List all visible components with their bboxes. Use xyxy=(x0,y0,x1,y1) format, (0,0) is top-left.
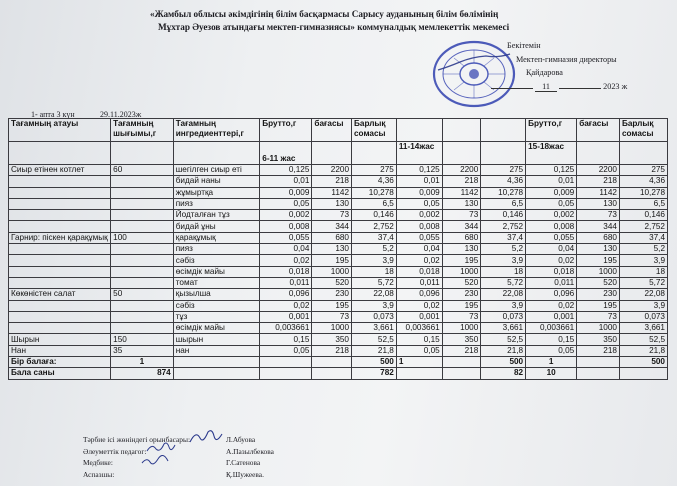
kids-count-3: 10 xyxy=(526,368,577,379)
table-row xyxy=(9,323,668,334)
approval-day xyxy=(491,88,533,89)
cell-dish xyxy=(9,266,111,277)
cell-g1: 0,003661 xyxy=(260,323,312,334)
cell-p2: 1000 xyxy=(442,323,481,334)
cell-ing: Йодталған тұз xyxy=(173,210,260,221)
header-ingredients: Тағамның ингредиенттері,г xyxy=(173,119,260,142)
cell-g1: 0,018 xyxy=(260,266,312,277)
cell-p1: 1000 xyxy=(312,266,352,277)
table-row xyxy=(9,244,668,255)
cell-p2: 1000 xyxy=(442,266,481,277)
cell-t3: 3,9 xyxy=(619,300,667,311)
cell-p3: 130 xyxy=(577,244,620,255)
age-group-2: 11-14жас xyxy=(396,142,442,165)
cell-ing: шегілген сиыр еті xyxy=(173,165,260,176)
cell-t2: 4,36 xyxy=(481,176,526,187)
cell-dish: Сиыр етінен котлет xyxy=(9,165,111,176)
approval-year: 2023 ж xyxy=(603,82,628,91)
signature-role-cook: Аспазшы: xyxy=(83,470,115,479)
cell-portion xyxy=(111,221,174,232)
cell-t3: 5,2 xyxy=(619,244,667,255)
cell-t2: 5,2 xyxy=(481,244,526,255)
cell-t1: 22,08 xyxy=(352,289,397,300)
cell-g3: 0,002 xyxy=(526,210,577,221)
cell-dish xyxy=(9,198,111,209)
cell-t3: 3,661 xyxy=(619,323,667,334)
cell-p1: 2200 xyxy=(312,165,352,176)
cell-t2: 0,073 xyxy=(481,311,526,322)
cell-p3: 73 xyxy=(577,210,620,221)
cell-portion xyxy=(111,198,174,209)
cell-p2: 218 xyxy=(442,176,481,187)
cell-t3: 0,073 xyxy=(619,311,667,322)
cell-ing: қарақұмық xyxy=(173,232,260,243)
handwritten-signature-1 xyxy=(188,428,224,446)
cell-p2: 1142 xyxy=(442,187,481,198)
cell-g2: 0,04 xyxy=(396,244,442,255)
table-row xyxy=(9,266,668,277)
cell-dish xyxy=(9,187,111,198)
kids-count-row xyxy=(9,368,668,379)
cell-g1: 0,01 xyxy=(260,176,312,187)
approval-month: 11 xyxy=(535,82,557,92)
cell-p1: 350 xyxy=(312,334,352,345)
cell-p3: 2200 xyxy=(577,165,620,176)
table-row xyxy=(9,232,668,243)
cell-t1: 4,36 xyxy=(352,176,397,187)
cell-t3: 18 xyxy=(619,266,667,277)
cell-ing: сәбіз xyxy=(173,255,260,266)
cell-portion xyxy=(111,187,174,198)
cell-g1: 0,02 xyxy=(260,300,312,311)
per-child-count-2: 1 xyxy=(396,357,442,368)
cell-t3: 21,8 xyxy=(619,345,667,356)
cell-g2: 0,001 xyxy=(396,311,442,322)
cell-g2: 0,15 xyxy=(396,334,442,345)
cell-g1: 0,125 xyxy=(260,165,312,176)
cell-t1: 10,278 xyxy=(352,187,397,198)
header-line-1: «Жамбыл облысы әкімдігінің білім басқармасы Сарысу ауданының білім бөлімінің xyxy=(150,9,499,19)
cell-p3: 195 xyxy=(577,255,620,266)
cell-t1: 3,9 xyxy=(352,300,397,311)
cell-t3: 0,146 xyxy=(619,210,667,221)
cell-t1: 275 xyxy=(352,165,397,176)
cell-g3: 0,009 xyxy=(526,187,577,198)
kids-count-2: 82 xyxy=(481,368,526,379)
approval-position: Мектеп-гимназия директоры xyxy=(516,55,617,64)
cell-p3: 680 xyxy=(577,232,620,243)
cell-ing: жұмыртқа xyxy=(173,187,260,198)
header-gross-3: Брутто,г xyxy=(526,119,577,142)
age-group-1: 6-11 жас xyxy=(260,142,312,165)
cell-t2: 22,08 xyxy=(481,289,526,300)
cell-dish xyxy=(9,277,111,288)
cell-p3: 1000 xyxy=(577,266,620,277)
cell-t3: 5,72 xyxy=(619,277,667,288)
table-row xyxy=(9,345,668,356)
cell-g2: 0,018 xyxy=(396,266,442,277)
signature-name-pedagogue: А.Пазылбекова xyxy=(226,447,274,456)
signature-name-deputy: Л.Абуова xyxy=(226,435,256,444)
per-child-sum-1: 500 xyxy=(352,357,397,368)
cell-t1: 18 xyxy=(352,266,397,277)
cell-p2: 680 xyxy=(442,232,481,243)
cell-g3: 0,001 xyxy=(526,311,577,322)
cell-g3: 0,018 xyxy=(526,266,577,277)
cell-t2: 37,4 xyxy=(481,232,526,243)
cell-t1: 0,073 xyxy=(352,311,397,322)
per-child-count-3: 1 xyxy=(526,357,577,368)
cell-t2: 2,752 xyxy=(481,221,526,232)
cell-portion xyxy=(111,277,174,288)
cell-t3: 6,5 xyxy=(619,198,667,209)
header-gross-1: Брутто,г xyxy=(260,119,312,142)
age-group-3: 15-18жас xyxy=(526,142,577,165)
cell-g3: 0,04 xyxy=(526,244,577,255)
cell-g3: 0,05 xyxy=(526,198,577,209)
age-group-row xyxy=(9,142,668,165)
cell-portion xyxy=(111,244,174,255)
cell-ing: тұз xyxy=(173,311,260,322)
cell-portion xyxy=(111,266,174,277)
cell-g1: 0,002 xyxy=(260,210,312,221)
cell-ing: шырын xyxy=(173,334,260,345)
cell-p2: 195 xyxy=(442,300,481,311)
cell-g1: 0,05 xyxy=(260,345,312,356)
cell-t2: 6,5 xyxy=(481,198,526,209)
kids-count-label: Бала саны xyxy=(9,368,111,379)
cell-p1: 1000 xyxy=(312,323,352,334)
cell-t1: 52,5 xyxy=(352,334,397,345)
cell-p2: 73 xyxy=(442,311,481,322)
table-row xyxy=(9,210,668,221)
cell-p2: 218 xyxy=(442,345,481,356)
cell-t2: 52,5 xyxy=(481,334,526,345)
table-row xyxy=(9,334,668,345)
table-row xyxy=(9,165,668,176)
cell-g2: 0,05 xyxy=(396,198,442,209)
cell-t2: 3,9 xyxy=(481,255,526,266)
cell-p1: 218 xyxy=(312,345,352,356)
cell-p2: 195 xyxy=(442,255,481,266)
per-child-count-1: 1 xyxy=(111,357,174,368)
table-row xyxy=(9,221,668,232)
cell-t3: 2,752 xyxy=(619,221,667,232)
cell-t1: 37,4 xyxy=(352,232,397,243)
cell-t3: 275 xyxy=(619,165,667,176)
table-row xyxy=(9,311,668,322)
cell-g3: 0,008 xyxy=(526,221,577,232)
cell-p1: 344 xyxy=(312,221,352,232)
cell-ing: өсімдік майы xyxy=(173,266,260,277)
cell-ing: өсімдік майы xyxy=(173,323,260,334)
cell-g3: 0,02 xyxy=(526,300,577,311)
cell-p3: 218 xyxy=(577,176,620,187)
cell-g1: 0,05 xyxy=(260,198,312,209)
cell-p3: 1000 xyxy=(577,323,620,334)
cell-t1: 6,5 xyxy=(352,198,397,209)
signature-role-nurse: Медбике: xyxy=(83,458,113,467)
approval-approve: Бекітемін xyxy=(507,41,541,50)
cell-g3: 0,01 xyxy=(526,176,577,187)
cell-g1: 0,055 xyxy=(260,232,312,243)
table-row xyxy=(9,255,668,266)
signature-name-cook: Қ.Шужеева. xyxy=(226,470,264,479)
cell-p2: 130 xyxy=(442,198,481,209)
cell-t2: 3,661 xyxy=(481,323,526,334)
cell-g1: 0,02 xyxy=(260,255,312,266)
cell-p1: 218 xyxy=(312,176,352,187)
cell-p3: 73 xyxy=(577,311,620,322)
cell-t1: 3,9 xyxy=(352,255,397,266)
cell-p2: 520 xyxy=(442,277,481,288)
cell-ing: бидай наны xyxy=(173,176,260,187)
cell-g3: 0,055 xyxy=(526,232,577,243)
table-header-row xyxy=(9,119,668,142)
cell-p2: 230 xyxy=(442,289,481,300)
cell-t3: 4,36 xyxy=(619,176,667,187)
table-row xyxy=(9,289,668,300)
cell-ing: пияз xyxy=(173,244,260,255)
cell-p1: 130 xyxy=(312,198,352,209)
header-price-3: бағасы xyxy=(577,119,620,142)
cell-dish xyxy=(9,311,111,322)
cell-t2: 3,9 xyxy=(481,300,526,311)
cell-dish xyxy=(9,300,111,311)
table-row xyxy=(9,277,668,288)
cell-g2: 0,009 xyxy=(396,187,442,198)
cell-g3: 0,15 xyxy=(526,334,577,345)
cell-g1: 0,009 xyxy=(260,187,312,198)
cell-p2: 350 xyxy=(442,334,481,345)
cell-g1: 0,011 xyxy=(260,277,312,288)
cell-p2: 2200 xyxy=(442,165,481,176)
cell-g2: 0,055 xyxy=(396,232,442,243)
cell-p3: 520 xyxy=(577,277,620,288)
cell-p3: 230 xyxy=(577,289,620,300)
cell-p3: 344 xyxy=(577,221,620,232)
cell-t1: 21,8 xyxy=(352,345,397,356)
cell-g2: 0,011 xyxy=(396,277,442,288)
cell-t2: 5,72 xyxy=(481,277,526,288)
cell-g2: 0,125 xyxy=(396,165,442,176)
cell-t3: 10,278 xyxy=(619,187,667,198)
cell-t1: 3,661 xyxy=(352,323,397,334)
cell-p2: 130 xyxy=(442,244,481,255)
signature-role-deputy: Тәрбие ісі жөніндегі орынбасары: xyxy=(83,435,191,444)
table-row xyxy=(9,187,668,198)
cell-p3: 218 xyxy=(577,345,620,356)
handwritten-signature-3 xyxy=(140,455,170,467)
cell-portion: 50 xyxy=(111,289,174,300)
kids-count-1: 782 xyxy=(352,368,397,379)
header-total-1: Барлық сомасы xyxy=(352,119,397,142)
cell-g2: 0,096 xyxy=(396,289,442,300)
signature-role-pedagogue: Әлеуметтік педагог: xyxy=(83,447,147,456)
cell-g1: 0,096 xyxy=(260,289,312,300)
cell-t2: 10,278 xyxy=(481,187,526,198)
cell-p1: 73 xyxy=(312,210,352,221)
cell-portion xyxy=(111,311,174,322)
cell-t3: 52,5 xyxy=(619,334,667,345)
cell-g1: 0,04 xyxy=(260,244,312,255)
cell-p3: 1142 xyxy=(577,187,620,198)
cell-p1: 195 xyxy=(312,300,352,311)
cell-p1: 130 xyxy=(312,244,352,255)
approval-director-name: Қайдарова xyxy=(526,68,563,77)
cell-ing: пияз xyxy=(173,198,260,209)
table-row xyxy=(9,300,668,311)
cell-t2: 275 xyxy=(481,165,526,176)
per-child-sum-3: 500 xyxy=(619,357,667,368)
table-row xyxy=(9,176,668,187)
cell-portion xyxy=(111,255,174,266)
cell-g3: 0,05 xyxy=(526,345,577,356)
cell-t1: 0,146 xyxy=(352,210,397,221)
cell-dish: Көкөністен салат xyxy=(9,289,111,300)
cell-dish xyxy=(9,221,111,232)
cell-t2: 18 xyxy=(481,266,526,277)
cell-g2: 0,003661 xyxy=(396,323,442,334)
cell-dish xyxy=(9,244,111,255)
handwritten-signature-2 xyxy=(145,441,177,455)
cell-portion xyxy=(111,210,174,221)
cell-t1: 5,72 xyxy=(352,277,397,288)
cell-t2: 0,146 xyxy=(481,210,526,221)
menu-table xyxy=(8,118,668,380)
cell-g3: 0,125 xyxy=(526,165,577,176)
week-day-label: 1- апта 3 күн xyxy=(31,110,75,119)
header-total-3: Барлық сомасы xyxy=(619,119,667,142)
cell-p3: 130 xyxy=(577,198,620,209)
cell-dish xyxy=(9,176,111,187)
cell-ing: томат xyxy=(173,277,260,288)
cell-portion xyxy=(111,176,174,187)
cell-g1: 0,008 xyxy=(260,221,312,232)
cell-ing: сәбіз xyxy=(173,300,260,311)
header-dish: Тағамның атауы xyxy=(9,119,111,142)
menu-date: 29.11.2023ж xyxy=(100,110,142,119)
header-portion: Тағамның шығымы,г xyxy=(111,119,174,142)
cell-t3: 3,9 xyxy=(619,255,667,266)
table-row xyxy=(9,198,668,209)
cell-p1: 1142 xyxy=(312,187,352,198)
cell-g1: 0,15 xyxy=(260,334,312,345)
per-child-row xyxy=(9,357,668,368)
cell-portion xyxy=(111,300,174,311)
cell-p1: 195 xyxy=(312,255,352,266)
cell-g2: 0,01 xyxy=(396,176,442,187)
cell-portion: 150 xyxy=(111,334,174,345)
cell-g3: 0,011 xyxy=(526,277,577,288)
official-seal-stamp xyxy=(432,40,516,108)
cell-dish: Шырын xyxy=(9,334,111,345)
header-price-1: бағасы xyxy=(312,119,352,142)
cell-ing: қызылша xyxy=(173,289,260,300)
cell-g2: 0,008 xyxy=(396,221,442,232)
cell-p3: 195 xyxy=(577,300,620,311)
header-line-2: Мұхтар Әуезов атындағы мектеп-гимназиясы» коммуналдық мемлекеттік мекемесі xyxy=(158,22,510,32)
cell-portion: 100 xyxy=(111,232,174,243)
cell-dish: Гарнир: піскен қарақұмық xyxy=(9,232,111,243)
cell-portion xyxy=(111,323,174,334)
cell-g3: 0,02 xyxy=(526,255,577,266)
cell-dish xyxy=(9,323,111,334)
cell-g2: 0,02 xyxy=(396,255,442,266)
signature-name-nurse: Г.Сатенова xyxy=(226,458,261,467)
cell-p1: 230 xyxy=(312,289,352,300)
cell-p1: 73 xyxy=(312,311,352,322)
cell-p3: 350 xyxy=(577,334,620,345)
cell-ing: нан xyxy=(173,345,260,356)
cell-p1: 680 xyxy=(312,232,352,243)
cell-t3: 37,4 xyxy=(619,232,667,243)
cell-t1: 5,2 xyxy=(352,244,397,255)
cell-t2: 21,8 xyxy=(481,345,526,356)
cell-g2: 0,05 xyxy=(396,345,442,356)
cell-dish xyxy=(9,255,111,266)
cell-p2: 73 xyxy=(442,210,481,221)
cell-ing: бидай ұны xyxy=(173,221,260,232)
per-child-sum-2: 500 xyxy=(481,357,526,368)
cell-g3: 0,003661 xyxy=(526,323,577,334)
cell-g2: 0,02 xyxy=(396,300,442,311)
cell-p1: 520 xyxy=(312,277,352,288)
cell-portion: 35 xyxy=(111,345,174,356)
cell-dish: Нан xyxy=(9,345,111,356)
cell-p2: 344 xyxy=(442,221,481,232)
kids-total: 874 xyxy=(111,368,174,379)
cell-g2: 0,002 xyxy=(396,210,442,221)
cell-g3: 0,096 xyxy=(526,289,577,300)
cell-t1: 2,752 xyxy=(352,221,397,232)
cell-t3: 22,08 xyxy=(619,289,667,300)
cell-g1: 0,001 xyxy=(260,311,312,322)
approval-date xyxy=(491,82,627,92)
cell-portion: 60 xyxy=(111,165,174,176)
per-child-label: Бір балаға: xyxy=(9,357,111,368)
cell-dish xyxy=(9,210,111,221)
